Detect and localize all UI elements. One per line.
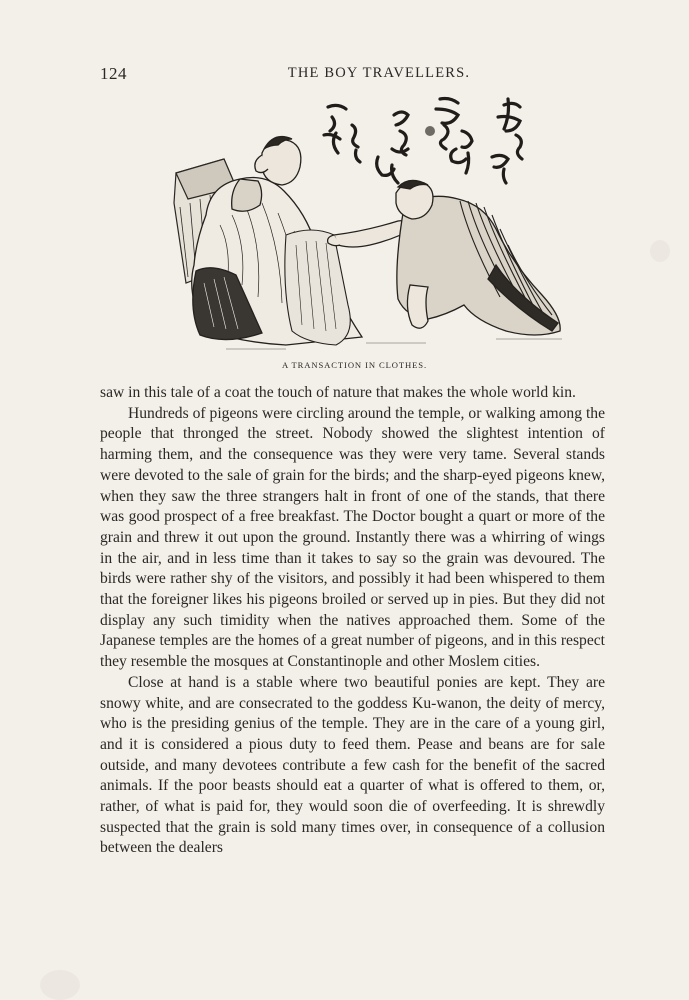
paper-stain — [650, 240, 670, 262]
running-title: THE BOY TRAVELLERS. — [287, 65, 471, 81]
brush-calligraphy — [324, 99, 522, 184]
kneeling-person-right — [328, 180, 561, 335]
paragraph-pigeons: Hundreds of pigeons were circling around the temple, or walking among the people that thronged the street. Nobody showed the slightest intention of harming them, and the consequence was they were very tame. Several stands were devoted to the sale of grain for the birds; and the sharp-eyed pigeons knew, when they saw the three strangers halt in front of one of the stands, that there was good prospect of a free breakfast. The Doctor bought a quart or more of the grain and threw it out upon the ground. Instantly there was a whirring of wings in the air, and in less time than it takes to say so the grain was devoured. The birds were rather shy of the visitors, and possibly it had been whispered to them that the foreigner likes his pigeons broiled or served up in pies. But they did not display any such timidity when the natives approached them. Some of the Japanese temples are the homes of a great number of pigeons, and in this respect they resemble the mosques at Constantinople and other Moslem cities. — [100, 404, 605, 671]
figure-caption: A TRANSACTION IN CLOTHES. — [281, 360, 428, 370]
woodcut-illustration — [166, 95, 578, 355]
running-head — [100, 64, 603, 88]
paragraph-ponies: Close at hand is a stable where two beautiful ponies are kept. They are snowy white, and are consecrated to the goddess Ku-wanon, the deity of mercy, who is the presiding genius of the temple. They are in the care of a young girl, and it is considered a pious duty to feed them. Pease and beans are for sale outside, and many devotees contribute a few cash for the benefit of the sacred animals. If the poor beasts should eat a quarter of what is offered to them, or, rather, of what is paid for, they would soon die of overfeeding. It is shrewdly suspected that the grain is sold many times over, in consequence of a collusion between the dealers — [100, 673, 605, 857]
paper-stain — [40, 970, 80, 1000]
page-number: 124 — [100, 64, 127, 83]
body-text — [100, 383, 605, 859]
paragraph-continued: saw in this tale of a coat the touch of nature that makes the whole world kin. — [100, 384, 576, 401]
kimono-cloth — [285, 230, 350, 345]
